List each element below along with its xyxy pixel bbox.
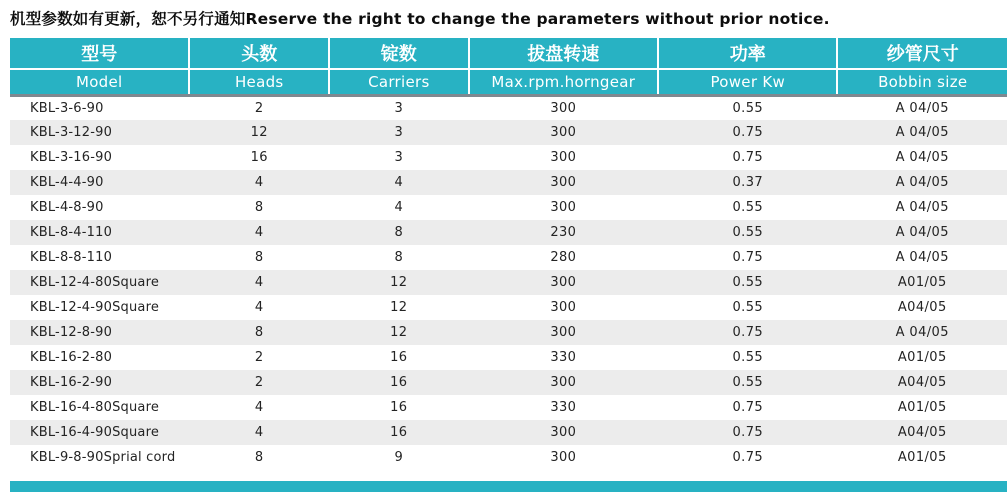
notice-text: 机型参数如有更新，恕不另行通知Reserve the right to change the parameters without prior notice. [10, 10, 830, 28]
header-power-en: Power Kw [658, 69, 837, 95]
cell-rpm: 300 [550, 425, 577, 440]
table-row [10, 320, 1007, 345]
cell-bobbin: A 04/05 [895, 250, 949, 265]
cell-carriers: 3 [394, 100, 404, 116]
cell-bobbin: A01/05 [897, 350, 947, 365]
cell-carriers: 16 [390, 425, 408, 440]
cell-power: 0.75 [732, 125, 764, 140]
table-row [10, 345, 1007, 370]
header-power-zh: 功率 [658, 38, 837, 69]
cell-rpm: 300 [550, 100, 577, 116]
cell-bobbin: A 04/05 [895, 175, 949, 190]
cell-model: KBL-3-16-90 [30, 150, 113, 165]
cell-power: 0.75 [732, 400, 764, 415]
cell-carriers: 12 [390, 275, 408, 290]
cell-carriers: 12 [390, 300, 408, 315]
cell-bobbin: A04/05 [897, 375, 947, 390]
cell-carriers: 4 [394, 200, 404, 215]
cell-power: 0.55 [732, 225, 764, 240]
header-bobbin-en: Bobbin size [837, 69, 1007, 95]
cell-carriers: 12 [390, 325, 408, 340]
header-bobbin-zh: 纱管尺寸 [837, 38, 1007, 69]
cell-heads: 8 [254, 325, 264, 340]
cell-carriers: 8 [394, 225, 404, 240]
table-row [10, 220, 1007, 245]
cell-carriers: 3 [394, 150, 404, 165]
cell-power: 0.55 [732, 275, 764, 290]
header-model-en: Model [10, 69, 189, 95]
cell-model: KBL-16-4-80Square [30, 400, 160, 415]
cell-bobbin: A01/05 [897, 275, 947, 290]
cell-model: KBL-16-2-90 [30, 375, 113, 390]
cell-rpm: 300 [550, 300, 577, 315]
cell-bobbin: A 04/05 [895, 125, 949, 140]
cell-rpm: 330 [550, 400, 577, 415]
cell-bobbin: A01/05 [897, 450, 947, 465]
cell-bobbin: A01/05 [897, 400, 947, 415]
cell-heads: 4 [254, 425, 264, 440]
cell-model: KBL-3-6-90 [30, 100, 104, 116]
cell-power: 0.55 [732, 375, 764, 390]
cell-power: 0.55 [732, 200, 764, 215]
cell-power: 0.75 [732, 325, 764, 340]
cell-power: 0.55 [732, 100, 764, 116]
header-carriers-en: Carriers [329, 69, 469, 95]
header-rpm-zh: 拔盘转速 [469, 38, 658, 69]
table-row [10, 95, 1007, 120]
cell-bobbin: A04/05 [897, 300, 947, 315]
header-heads-zh: 头数 [189, 38, 329, 69]
cell-rpm: 300 [550, 150, 577, 165]
cell-bobbin: A 04/05 [895, 325, 949, 340]
cell-carriers: 3 [394, 125, 404, 140]
table-row [10, 170, 1007, 195]
cell-model: KBL-4-8-90 [30, 200, 104, 215]
table-body [10, 95, 1007, 470]
cell-heads: 2 [254, 100, 264, 116]
cell-heads: 4 [254, 300, 264, 315]
cell-carriers: 16 [390, 375, 408, 390]
bottom-accent-bar [10, 481, 1007, 492]
cell-power: 0.37 [732, 175, 764, 190]
cell-power: 0.75 [732, 450, 764, 465]
cell-power: 0.75 [732, 250, 764, 265]
cell-model: KBL-12-4-90Square [30, 300, 160, 315]
cell-carriers: 16 [390, 400, 408, 415]
cell-model: KBL-16-4-90Square [30, 425, 160, 440]
cell-heads: 8 [254, 250, 264, 265]
table-row [10, 245, 1007, 270]
cell-rpm: 300 [550, 450, 577, 465]
cell-bobbin: A 04/05 [895, 200, 949, 215]
cell-rpm: 330 [550, 350, 577, 365]
table-row [10, 370, 1007, 395]
cell-model: KBL-8-4-110 [30, 225, 113, 240]
header-heads-en: Heads [189, 69, 329, 95]
cell-model: KBL-9-8-90Sprial cord [30, 450, 176, 465]
cell-model: KBL-3-12-90 [30, 125, 113, 140]
cell-power: 0.55 [732, 300, 764, 315]
cell-model: KBL-4-4-90 [30, 175, 104, 190]
cell-rpm: 300 [550, 200, 577, 215]
table-row [10, 270, 1007, 295]
header-rpm-en: Max.rpm.horngear [469, 69, 658, 95]
cell-power: 0.55 [732, 350, 764, 365]
parameters-table [10, 38, 1007, 470]
cell-power: 0.75 [732, 425, 764, 440]
header-carriers-zh: 锭数 [329, 38, 469, 69]
header-row-chinese [10, 38, 1007, 69]
table-header [10, 38, 1007, 95]
cell-heads: 16 [250, 150, 268, 165]
cell-rpm: 300 [550, 125, 577, 140]
cell-carriers: 4 [394, 175, 404, 190]
table-row [10, 395, 1007, 420]
table-row [10, 195, 1007, 220]
cell-rpm: 230 [550, 225, 577, 240]
cell-carriers: 9 [394, 450, 404, 465]
cell-rpm: 280 [550, 250, 577, 265]
header-row-english [10, 69, 1007, 95]
cell-model: KBL-8-8-110 [30, 250, 113, 265]
cell-heads: 2 [254, 350, 264, 365]
cell-bobbin: A04/05 [897, 425, 947, 440]
cell-power: 0.75 [732, 150, 764, 165]
table-row [10, 420, 1007, 445]
cell-rpm: 300 [550, 175, 577, 190]
cell-rpm: 300 [550, 325, 577, 340]
cell-heads: 8 [254, 200, 264, 215]
cell-bobbin: A 04/05 [895, 150, 949, 165]
cell-heads: 4 [254, 400, 264, 415]
cell-heads: 2 [254, 375, 264, 390]
cell-heads: 4 [254, 225, 264, 240]
cell-model: KBL-16-2-80 [30, 350, 113, 365]
cell-heads: 4 [254, 275, 264, 290]
table-row [10, 145, 1007, 170]
cell-rpm: 300 [550, 275, 577, 290]
cell-rpm: 300 [550, 375, 577, 390]
cell-carriers: 16 [390, 350, 408, 365]
cell-carriers: 8 [394, 250, 404, 265]
header-model-zh: 型号 [10, 38, 189, 69]
cell-heads: 12 [250, 125, 268, 140]
table-row [10, 445, 1007, 470]
table-row [10, 295, 1007, 320]
cell-model: KBL-12-8-90 [30, 325, 113, 340]
cell-model: KBL-12-4-80Square [30, 275, 160, 290]
cell-bobbin: A 04/05 [895, 225, 949, 240]
cell-heads: 4 [254, 175, 264, 190]
cell-heads: 8 [254, 450, 264, 465]
parameters-table-container [10, 38, 1007, 470]
cell-bobbin: A 04/05 [895, 100, 949, 116]
table-row [10, 120, 1007, 145]
